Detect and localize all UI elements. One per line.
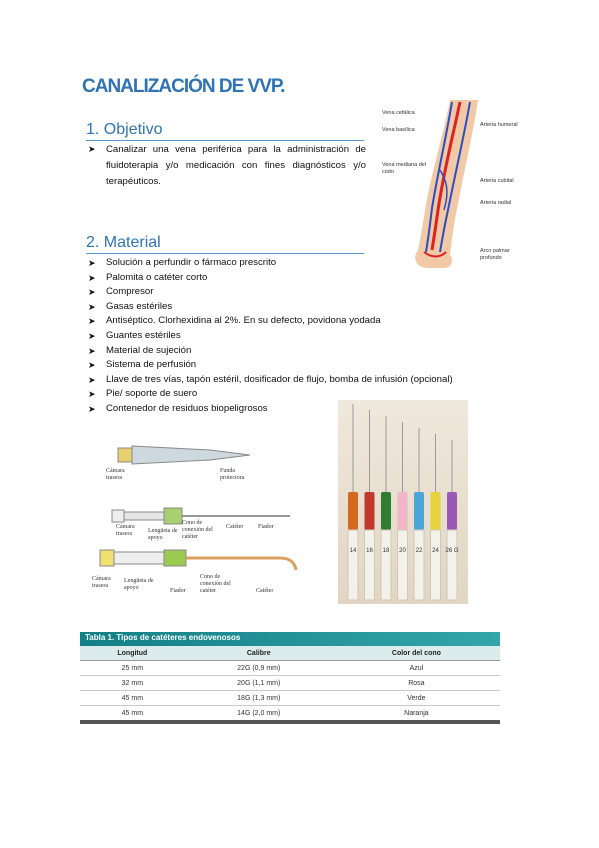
table-cell: 20G (1,1 mm) <box>185 676 333 691</box>
table-row <box>80 706 500 721</box>
table-cell: 25 mm <box>80 661 185 676</box>
table-footer-bar <box>80 720 500 724</box>
table-cell: Verde <box>333 691 500 706</box>
table <box>80 646 500 721</box>
label-vena-cefalica: Vena cefálica <box>382 110 415 116</box>
catheter-diagram <box>90 438 320 606</box>
table-cell: 45 mm <box>80 706 185 721</box>
label-lengueta: Lengüeta de apoyo <box>148 528 178 541</box>
needle-gauge-label: 20 <box>399 548 406 554</box>
label-cateter: Catéter <box>256 588 274 594</box>
material-item <box>86 271 486 286</box>
material-list <box>86 256 486 417</box>
table-cell: 45 mm <box>80 691 185 706</box>
arrow-bullet-icon: ➤ <box>88 301 96 312</box>
needle-body <box>431 530 441 600</box>
needle-body <box>365 530 375 600</box>
table-caption-bar <box>80 632 500 646</box>
needle-gauge-label: 24 <box>432 548 439 554</box>
material-item <box>86 373 486 388</box>
table-caption: Tabla 1. Tipos de catéteres endovenosos <box>85 633 241 642</box>
table-header-cell: Color del cono <box>333 646 500 661</box>
material-item-text: Contenedor de residuos biopeligrosos <box>106 402 268 414</box>
label-arteria-humeral: Arteria humeral <box>480 122 518 128</box>
material-item <box>86 314 486 329</box>
table-cell: 14G (2,0 mm) <box>185 706 333 721</box>
table-body <box>80 661 500 721</box>
material-item-text: Antiséptico. Clorhexidina al 2%. En su defecto, povidona yodada <box>106 315 381 327</box>
heading-rule <box>86 253 364 254</box>
label-fiador: Fiador <box>170 588 186 594</box>
table-row <box>80 691 500 706</box>
catheter-table <box>80 632 500 724</box>
label-funda: Funda protectora <box>220 468 245 481</box>
material-item <box>86 329 486 344</box>
needle-gauge-label: 26 G <box>445 548 459 554</box>
needle-hub <box>447 492 457 530</box>
table-header-row <box>80 646 500 661</box>
heading-rule <box>86 140 364 141</box>
needle-body <box>447 530 457 600</box>
needle-gauge-label: 18 <box>382 548 390 554</box>
label-camara: Cámara trasera <box>116 524 135 537</box>
arrow-bullet-icon: ➤ <box>88 360 96 371</box>
table-header-cell: Longitud <box>80 646 185 661</box>
table-row <box>80 676 500 691</box>
material-item <box>86 358 486 373</box>
table-header-cell: Calibre <box>185 646 333 661</box>
arrow-bullet-icon: ➤ <box>88 345 96 356</box>
needles-photo <box>338 400 468 604</box>
table-cell: 18G (1,3 mm) <box>185 691 333 706</box>
arrow-bullet-icon: ➤ <box>88 272 96 283</box>
material-item-text: Material de sujeción <box>106 344 192 356</box>
arrow-bullet-icon: ➤ <box>88 403 96 414</box>
needle-hub <box>431 492 441 530</box>
label-camara: Cámara trasera <box>92 576 111 589</box>
material-item-text: Solución a perfundir o fármaco prescrito <box>106 257 277 268</box>
needle-gauge-label: 14 <box>349 548 357 554</box>
table-row <box>80 661 500 676</box>
label-camara: Cámara trasera <box>106 468 125 481</box>
material-item-text: Sistema de perfusión <box>106 359 197 371</box>
table-cell: 32 mm <box>80 676 185 691</box>
arrow-bullet-icon: ➤ <box>88 144 96 154</box>
label-cono: Cono de conexión del catéter <box>182 520 213 540</box>
label-cateter: Catéter <box>226 524 244 530</box>
material-item <box>86 256 486 271</box>
needle-hub <box>398 492 408 530</box>
material-item <box>86 285 486 300</box>
needle-body <box>414 530 424 600</box>
label-cono: Cono de conexión del catéter <box>200 574 231 594</box>
needle-hub <box>348 492 358 530</box>
material-item-text: Llave de tres vías, tapón estéril, dosificador de flujo, bomba de infusión (opcional) <box>106 373 453 385</box>
material-item-text: Compresor <box>106 286 154 298</box>
arrow-bullet-icon: ➤ <box>88 287 96 298</box>
needle-hub <box>381 492 391 530</box>
arrow-bullet-icon: ➤ <box>88 389 96 400</box>
needle-hub <box>365 492 375 530</box>
arrow-bullet-icon: ➤ <box>88 330 96 341</box>
arrow-bullet-icon: ➤ <box>88 258 96 268</box>
label-vena-mediana: Vena mediana del codo <box>382 162 427 175</box>
material-item-text: Guantes estériles <box>106 329 181 341</box>
objetivo-text: Canalizar una vena periférica para la administración de fluidoterapia y/o medicación con fines diagnósticos y/o terapéuticos. <box>106 144 366 187</box>
table-cell: Rosa <box>333 676 500 691</box>
material-item-text: Palomita o catéter corto <box>106 271 208 283</box>
material-item-text: Gasas estériles <box>106 300 173 312</box>
section-heading-objetivo: 1. Objetivo <box>86 121 163 138</box>
arrow-bullet-icon: ➤ <box>88 316 96 327</box>
material-item-text: Pie/ soporte de suero <box>106 388 198 400</box>
list-item <box>86 142 366 190</box>
needle-body <box>398 530 408 600</box>
table-cell: Naranja <box>333 706 500 721</box>
material-item <box>86 300 486 315</box>
needle-gauge-label: 22 <box>415 548 423 554</box>
table-cell: 22G (0,9 mm) <box>185 661 333 676</box>
label-arteria-cubital: Arteria cubital <box>480 178 514 184</box>
label-fiador: Fiador <box>258 524 274 530</box>
table-cell: Azul <box>333 661 500 676</box>
label-vena-basilica: Vena basílica <box>382 127 415 133</box>
label-arteria-radial: Arteria radial <box>480 200 512 206</box>
label-arco-palmar: Arco palmar profundo <box>480 248 510 261</box>
label-lengueta: Lengüeta de apoyo <box>124 578 154 591</box>
arm-anatomy-figure <box>380 100 520 270</box>
objetivo-list <box>86 142 366 190</box>
document-title: CANALIZACIÓN DE VVP. <box>82 76 285 97</box>
arrow-bullet-icon: ➤ <box>88 374 96 385</box>
material-item <box>86 344 486 359</box>
needle-body <box>381 530 391 600</box>
needle-gauge-label: 16 <box>366 548 373 554</box>
section-heading-material: 2. Material <box>86 234 161 251</box>
needle-hub <box>414 492 424 530</box>
needle-body <box>348 530 358 600</box>
